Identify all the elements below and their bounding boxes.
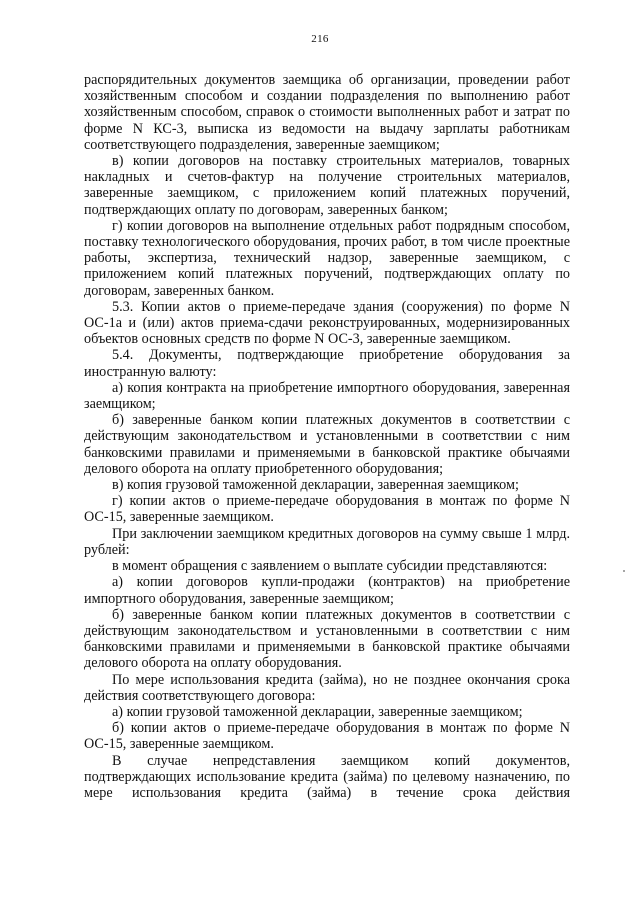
paragraph-item-g-installation-acts: г) копии актов о приеме-передаче оборудования в монтаж по форме N ОС-15, заверенные заемщиком.	[84, 493, 570, 526]
paragraph-item-g-contractor-works: г) копии договоров на выполнение отдельных работ подрядным способом, поставку технологического оборудования, прочих работ, в том числе проектные работы, экспертиза, технический надзор, заверенные заемщиком, с приложением копий платежных поручений, подтверждающих оплату по договорам, заверенных банком.	[84, 217, 570, 299]
paragraph-continuation: распорядительных документов заемщика об организации, проведении работ хозяйственным способом и создании подразделения по выполнению работ хозяйственным способом, справок о стоимости выполненных работ и затрат по форме N КС-3, выписка из ведомости на выдачу зарплаты работникам соответствующего подразделения, заверенные заемщиком;	[84, 72, 570, 153]
paragraph-over-1-billion: При заключении заемщиком кредитных договоров на сумму свыше 1 млрд. рублей:	[84, 525, 570, 558]
paragraph-item-a-import-contract: а) копия контракта на приобретение импортного оборудования, заверенная заемщиком;	[84, 379, 570, 413]
paragraph-clause-5-3: 5.3. Копии актов о приеме-передаче здания (сооружения) по форме N ОС-1а и (или) актов приема-сдачи реконструированных, модернизированных объектов основных средств по форме N ОС-3, заверенные заемщиком.	[84, 298, 570, 348]
paragraph-item-b-bank-payment-copies: б) заверенные банком копии платежных документов в соответствии с действующим законодательством и установленными в соответствии с ним банковскими правилами и применяемыми в банковской практике обычаями делового оборота на оплату оборудования.	[84, 606, 570, 672]
paragraph-item-a-purchase-contracts: а) копии договоров купли-продажи (контрактов) на приобретение импортного оборудования, заверенные заемщиком;	[84, 574, 570, 607]
page-number: 216	[311, 33, 329, 45]
paragraph-item-v-customs-declaration: в) копия грузовой таможенной декларации, заверенная заемщиком;	[112, 477, 519, 494]
scan-speck	[623, 570, 625, 572]
paragraph-item-b-installation-copies: б) копии актов о приеме-передаче оборудования в монтаж по форме N ОС-15, заверенные заемщиком.	[84, 720, 570, 753]
paragraph-item-v-supply-contracts: в) копии договоров на поставку строительных материалов, товарных накладных и счетов-фактур на получение строительных материалов, заверенные заемщиком, с приложением копий платежных поручений, подтверждающих оплату по договорам, заверенных банком;	[84, 153, 570, 218]
paragraph-item-a-customs-copies: а) копии грузовой таможенной декларации, заверенные заемщиком;	[112, 703, 523, 720]
paragraph-clause-5-4: 5.4. Документы, подтверждающие приобретение оборудования за иностранную валюту:	[84, 347, 570, 380]
paragraph-as-credit-used: По мере использования кредита (займа), но не позднее окончания срока действия соответствующего договора:	[84, 671, 570, 704]
paragraph-item-b-payment-documents: б) заверенные банком копии платежных документов в соответствии с действующим законодательством и установленными в соответствии с ним банковскими правилами и применяемыми в банковской практике обычаями делового оборота на оплату приобретенного оборудования;	[84, 412, 570, 477]
paragraph-non-submission: В случае непредставления заемщиком копий документов, подтверждающих использование кредита (займа) по целевому назначению, по мере использования кредита (займа) в течение срока действия	[84, 752, 570, 801]
document-body	[84, 72, 570, 801]
paragraph-at-application-time: в момент обращения с заявлением о выплате субсидии представляются:	[112, 558, 548, 575]
